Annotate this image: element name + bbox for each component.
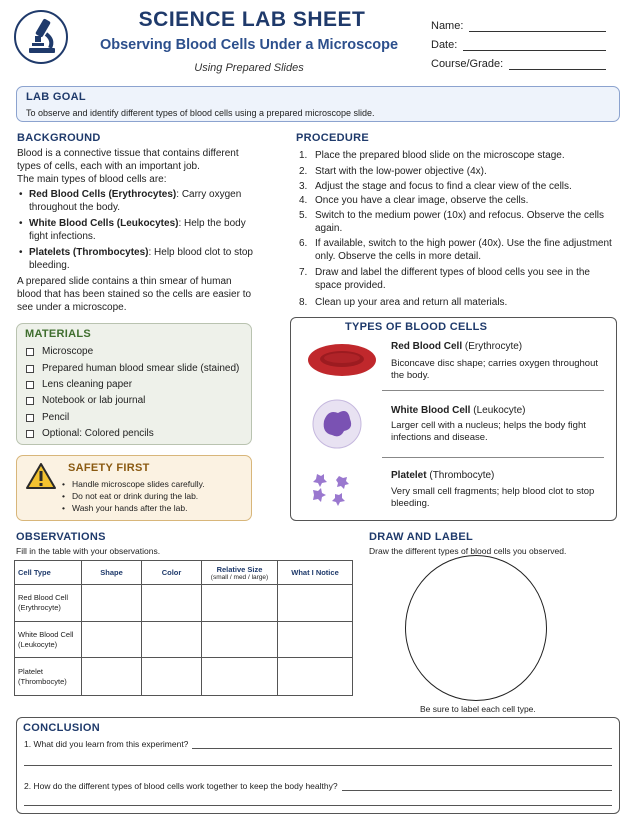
answer-line[interactable] <box>24 765 612 766</box>
draw-note: Be sure to label each cell type. <box>420 704 536 714</box>
checkbox[interactable] <box>26 381 34 389</box>
table-cell-input[interactable] <box>82 658 142 696</box>
table-cell-input[interactable] <box>142 658 202 696</box>
white-blood-cell-icon <box>310 397 364 451</box>
wbc-name: White Blood Cell (Leukocyte) <box>391 405 526 416</box>
table-header: Shape <box>82 561 142 585</box>
drawing-circle[interactable] <box>405 555 547 701</box>
checkbox[interactable] <box>26 414 34 422</box>
background-lead: The main types of blood cells are: <box>17 174 167 185</box>
divider <box>382 457 604 458</box>
question-1[interactable]: 1. What did you learn from this experiment? <box>24 739 612 749</box>
observations-table <box>14 560 353 696</box>
procedure-step: 3. Adjust the stage and focus to find a clear view of the cells. <box>299 181 572 192</box>
materials-box <box>16 323 252 445</box>
table-row <box>15 585 353 622</box>
table-cell-celltype: Platelet (Thrombocyte) <box>15 658 82 696</box>
warning-icon <box>25 462 57 490</box>
rbc-name: Red Blood Cell (Erythrocyte) <box>391 341 523 352</box>
date-label: Date: <box>431 39 458 51</box>
table-cell-input[interactable] <box>202 622 278 658</box>
materials-item[interactable]: Prepared human blood smear slide (stained) <box>26 363 239 374</box>
course-label: Course/Grade: <box>431 58 504 70</box>
observations-title: OBSERVATIONS <box>16 531 106 543</box>
microscope-icon <box>16 12 66 62</box>
safety-title: SAFETY FIRST <box>68 462 150 474</box>
safety-box <box>16 455 252 521</box>
table-cell-input[interactable] <box>278 658 353 696</box>
table-header: Color <box>142 561 202 585</box>
answer-line[interactable] <box>192 741 612 749</box>
table-cell-celltype: Red Blood Cell (Erythrocyte) <box>15 585 82 622</box>
rbc-description: Biconcave disc shape; carries oxygen throughout the body. <box>391 358 599 381</box>
checkbox[interactable] <box>26 365 34 373</box>
red-blood-cell-icon <box>306 340 378 380</box>
background-title: BACKGROUND <box>17 132 101 144</box>
table-cell-input[interactable] <box>82 585 142 622</box>
lab-goal-title: LAB GOAL <box>26 91 86 103</box>
name-label: Name: <box>431 20 464 32</box>
table-cell-input[interactable] <box>82 622 142 658</box>
procedure-step: 4. Once you have a clear image, observe the cells. <box>299 195 529 206</box>
platelet-description: Very small cell fragments; help blood clot to stop bleeding. <box>391 486 595 509</box>
answer-line[interactable] <box>24 805 612 806</box>
checkbox[interactable] <box>26 430 34 438</box>
procedure-step: 1. Place the prepared blood slide on the microscope stage. <box>299 150 565 161</box>
name-line[interactable] <box>469 22 606 32</box>
table-cell-input[interactable] <box>278 585 353 622</box>
table-header: What I Notice <box>278 561 353 585</box>
procedure-step: 2. Start with the low-power objective (4x). <box>299 166 487 177</box>
answer-line[interactable] <box>342 783 612 791</box>
table-header: Cell Type <box>15 561 82 585</box>
table-cell-input[interactable] <box>142 585 202 622</box>
observations-instruction: Fill in the table with your observations. <box>16 546 161 556</box>
checkbox[interactable] <box>26 397 34 405</box>
wbc-description: Larger cell with a nucleus; helps the body fight infections and disease. <box>391 420 586 443</box>
course-field[interactable] <box>431 58 606 70</box>
background-item-rbc: • Red Blood Cells (Erythrocytes): Carry oxygen throughout the body. <box>17 188 255 214</box>
procedure-step: 5. Switch to the medium power (10x) and refocus. Observe the cells again. <box>299 210 605 234</box>
lab-goal-text: To observe and identify different types of blood cells using a prepared microscope slide. <box>26 108 375 118</box>
platelet-name: Platelet (Thrombocyte) <box>391 470 495 481</box>
course-line[interactable] <box>509 60 606 70</box>
date-field[interactable] <box>431 39 606 51</box>
draw-title: DRAW AND LABEL <box>369 531 474 543</box>
table-header-row <box>15 561 353 585</box>
lab-goal-box <box>16 86 620 122</box>
materials-item[interactable]: Optional: Colored pencils <box>26 428 154 439</box>
procedure-title: PROCEDURE <box>296 132 369 144</box>
table-cell-input[interactable] <box>278 622 353 658</box>
background-item-platelet: • Platelets (Thrombocytes): Help blood clot to stop bleeding. <box>17 246 255 272</box>
draw-instruction: Draw the different types of blood cells you observed. <box>369 546 567 556</box>
procedure-step: 6. If available, switch to the high power (40x). Use the fine adjustment only. Observe the cells in more detail. <box>299 238 612 262</box>
table-row <box>15 622 353 658</box>
materials-title: MATERIALS <box>25 328 92 340</box>
procedure-step: 8. Clean up your area and return all materials. <box>299 297 508 308</box>
blood-cell-types-box <box>290 317 617 521</box>
background-intro: Blood is a connective tissue that contains different types of cells, each with an important job. <box>17 148 239 172</box>
table-header: Relative Size (small / med / large) <box>202 561 278 585</box>
table-cell-input[interactable] <box>142 622 202 658</box>
materials-item[interactable]: Lens cleaning paper <box>26 379 132 390</box>
table-cell-input[interactable] <box>202 585 278 622</box>
types-title: TYPES OF BLOOD CELLS <box>345 321 488 333</box>
safety-item: • Wash your hands after the lab. <box>72 503 187 513</box>
safety-item: • Handle microscope slides carefully. <box>72 479 205 489</box>
materials-item[interactable]: Pencil <box>26 412 69 423</box>
name-field[interactable] <box>431 20 606 32</box>
background-item-wbc: • White Blood Cells (Leukocytes): Help the body fight infections. <box>17 217 255 243</box>
divider <box>382 390 604 391</box>
question-2[interactable]: 2. How do the different types of blood cells work together to keep the body healthy? <box>24 781 612 791</box>
page-subtitle: Observing Blood Cells Under a Microscope <box>99 37 399 53</box>
procedure-step: 7. Draw and label the different types of blood cells you see in the space provided. <box>299 267 590 291</box>
safety-item: • Do not eat or drink during the lab. <box>72 491 198 501</box>
materials-item[interactable]: Notebook or lab journal <box>26 395 145 406</box>
checkbox[interactable] <box>26 348 34 356</box>
conclusion-box <box>16 717 620 814</box>
background-section <box>17 147 255 314</box>
table-cell-input[interactable] <box>202 658 278 696</box>
materials-item[interactable]: Microscope <box>26 346 93 357</box>
page-title: SCIENCE LAB SHEET <box>138 8 366 31</box>
platelet-icon <box>307 468 367 518</box>
table-row <box>15 658 353 696</box>
conclusion-title: CONCLUSION <box>23 722 100 734</box>
date-line[interactable] <box>463 41 606 51</box>
microscope-logo <box>14 10 68 64</box>
page-subtitle-secondary: Using Prepared Slides <box>194 62 304 74</box>
table-cell-celltype: White Blood Cell (Leukocyte) <box>15 622 82 658</box>
background-closing: A prepared slide contains a thin smear of human blood that has been stained so the cells are easier to see under a microscope. <box>17 276 252 313</box>
